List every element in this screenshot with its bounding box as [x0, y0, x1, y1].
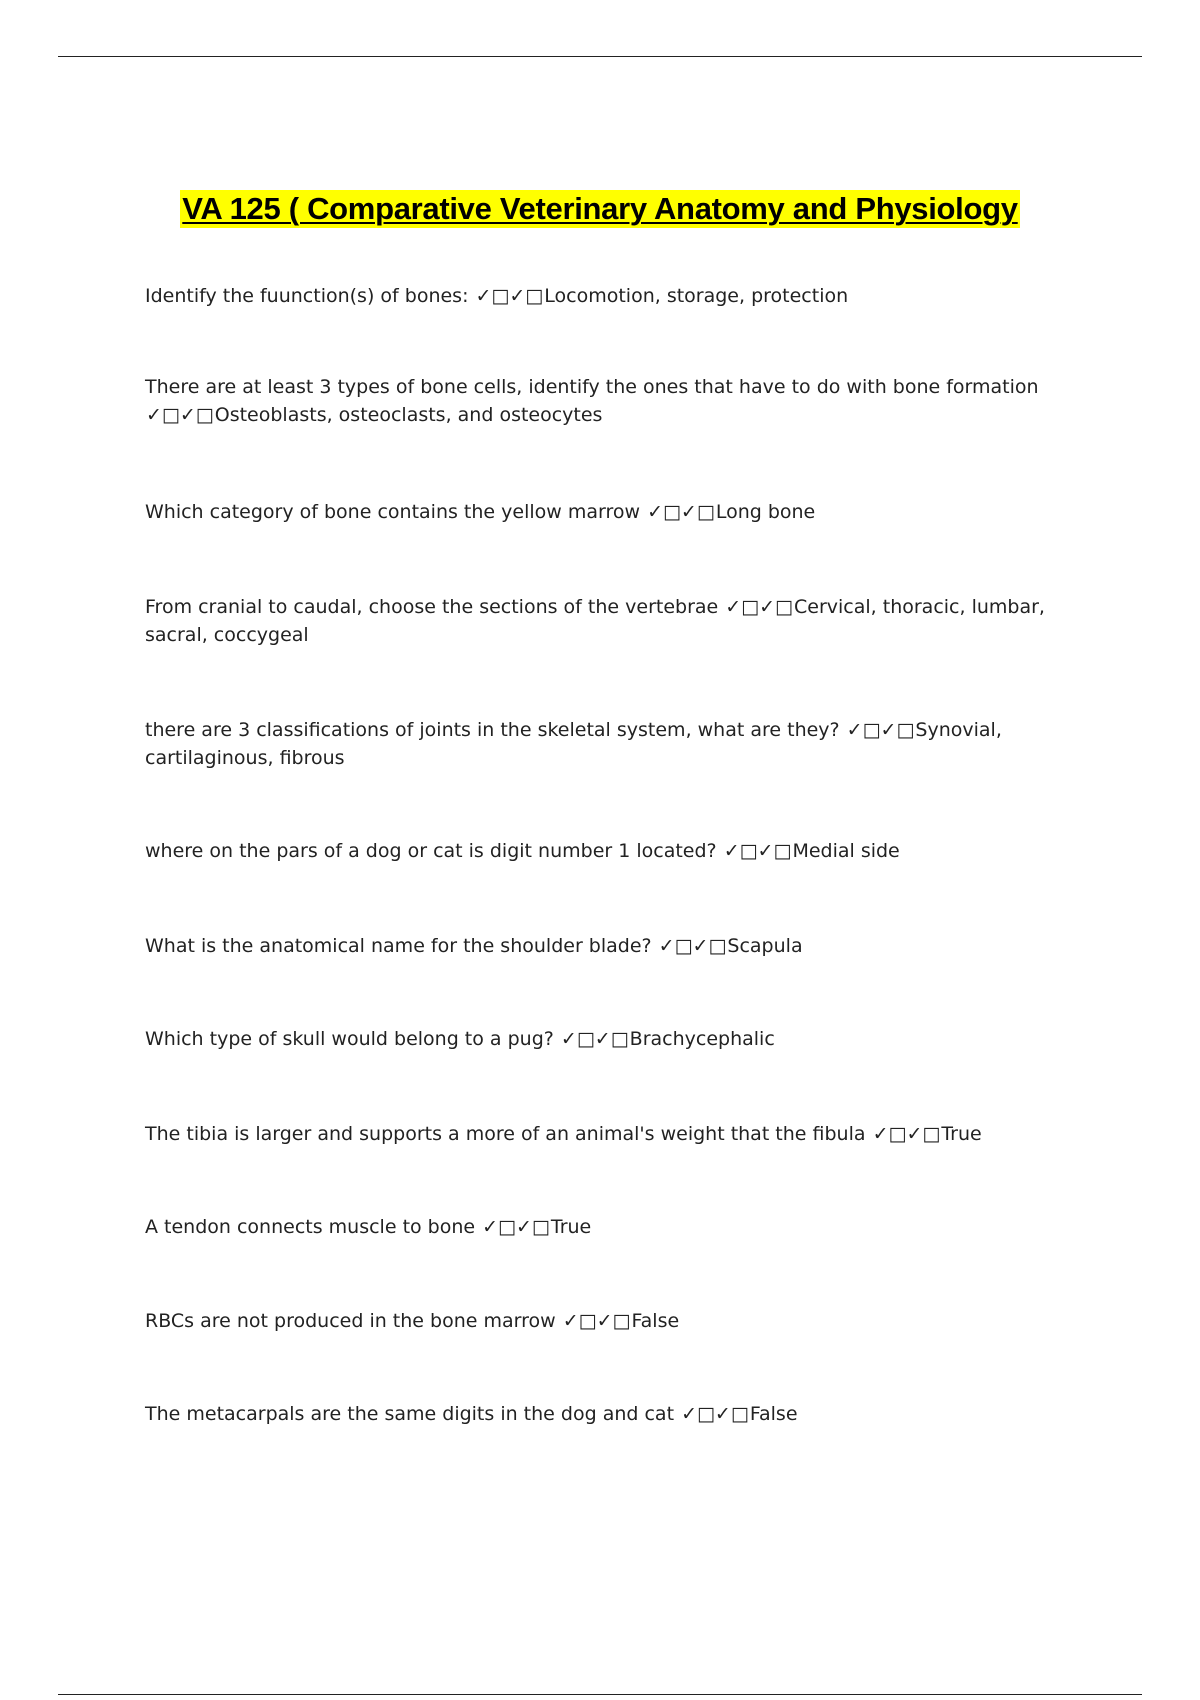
checkmark-separator-icon: ✓□✓□ — [146, 404, 214, 426]
answer-text: Osteoblasts, osteoclasts, and osteocytes — [214, 404, 603, 426]
checkmark-separator-icon: ✓□✓□ — [723, 840, 792, 862]
question-text: Which category of bone contains the yellow marrow — [145, 501, 647, 523]
checkmark-separator-icon: ✓□✓□ — [658, 935, 727, 957]
checkmark-separator-icon: ✓□✓□ — [562, 1310, 631, 1332]
checkmark-separator-icon: ✓□✓□ — [725, 596, 794, 618]
answer-text: False — [631, 1310, 680, 1332]
question-text: There are at least 3 types of bone cells, identify the ones that have to do with bone formation — [145, 376, 1039, 398]
question-text: From cranial to caudal, choose the sections of the vertebrae — [145, 596, 725, 618]
question-text: What is the anatomical name for the shoulder blade? — [145, 935, 658, 957]
qa-item — [145, 1120, 1085, 1148]
checkmark-separator-icon: ✓□✓□ — [475, 285, 544, 307]
document-title: VA 125 ( Comparative Veterinary Anatomy and Physiology — [182, 191, 1018, 226]
answer-text: Scapula — [727, 935, 803, 957]
question-text: RBCs are not produced in the bone marrow — [145, 1310, 562, 1332]
checkmark-separator-icon: ✓□✓□ — [647, 501, 715, 523]
answer-text: Long bone — [715, 501, 816, 523]
qa-item — [145, 837, 1085, 865]
qa-item — [145, 282, 1085, 310]
checkmark-separator-icon: ✓□✓□ — [872, 1123, 941, 1145]
qa-item — [145, 1025, 1085, 1053]
question-text: A tendon connects muscle to bone — [145, 1216, 482, 1238]
qa-item — [145, 1213, 1085, 1241]
title-container — [0, 190, 1200, 228]
qa-item — [145, 1400, 1085, 1428]
question-text: The tibia is larger and supports a more of an animal's weight that the fibula — [145, 1123, 872, 1145]
checkmark-separator-icon: ✓□✓□ — [681, 1403, 749, 1425]
question-text: Which type of skull would belong to a pug? — [145, 1028, 560, 1050]
answer-text: Cervical, thoracic, lumbar, sacral, coccygeal — [145, 596, 1045, 646]
checkmark-separator-icon: ✓□✓□ — [846, 719, 915, 741]
answer-text: Locomotion, storage, protection — [544, 285, 849, 307]
answer-text: Synovial, cartilaginous, fibrous — [145, 719, 1002, 769]
answer-text: Medial side — [792, 840, 900, 862]
top-rule — [58, 56, 1142, 57]
question-text: The metacarpals are the same digits in the dog and cat — [145, 1403, 681, 1425]
qa-item — [145, 1307, 1085, 1335]
qa-item — [145, 716, 1085, 772]
answer-text: False — [749, 1403, 798, 1425]
checkmark-separator-icon: ✓□✓□ — [560, 1028, 629, 1050]
question-text: there are 3 classifications of joints in the skeletal system, what are they? — [145, 719, 846, 741]
answer-text: True — [550, 1216, 592, 1238]
bottom-rule — [58, 1694, 1142, 1695]
qa-item — [145, 932, 1085, 960]
answer-text: True — [941, 1123, 982, 1145]
qa-item — [145, 373, 1085, 429]
checkmark-separator-icon: ✓□✓□ — [482, 1216, 550, 1238]
qa-item — [145, 498, 1085, 526]
question-text: Identify the fuunction(s) of bones: — [145, 285, 475, 307]
qa-item — [145, 593, 1085, 649]
answer-text: Brachycephalic — [629, 1028, 775, 1050]
question-text: where on the pars of a dog or cat is digit number 1 located? — [145, 840, 723, 862]
